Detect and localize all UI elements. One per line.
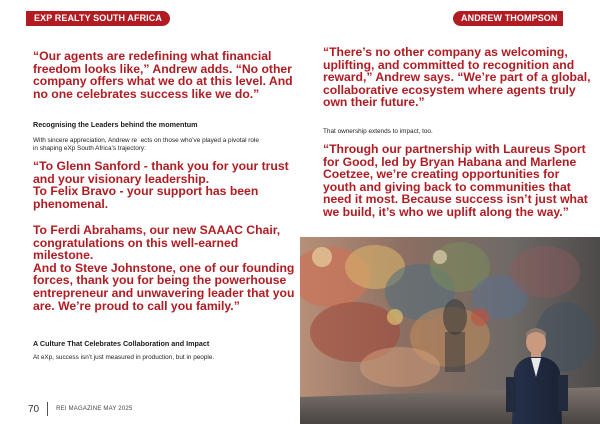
thanks-quote-2 — [33, 224, 295, 312]
body-text-culture: At eXp, success isn’t just measured in production, but in people. — [33, 354, 215, 361]
right-pull-quote-1: “There’s no other company as welcoming, uplifting, and committed to recognition and reward,” Andrew says. “We’re part of a global, collaborative ecosystem where agents truly own their future.” — [323, 45, 591, 110]
thanks-felix: To Felix Bravo - your support has been phenomenal. — [33, 184, 259, 211]
photo-illustration — [300, 237, 600, 424]
page-number: 70 — [28, 403, 40, 415]
thanks-glenn: “To Glenn Sanford - thank you for your trust and your visionary leadership. — [33, 159, 289, 186]
left-pull-quote-1: “Our agents are redefining what financial freedom looks like,” Andrew adds. “No other company offers what we do at this level. And no one celebrates success like we do.” — [33, 49, 293, 101]
thanks-ferdi: To Ferdi Abrahams, our new SAAAC Chair, congratulations on this well-earned milestone. — [33, 223, 281, 263]
mural-portrait-photo — [300, 237, 600, 424]
subheading-leaders: Recognising the Leaders behind the momentum — [33, 120, 198, 129]
section-tag: EXP REALTY SOUTH AFRICA — [26, 11, 170, 26]
page-footer — [28, 402, 132, 416]
thanks-quote-1 — [33, 160, 295, 210]
name-tag: ANDREW THOMPSON — [453, 11, 563, 26]
thanks-steve: And to Steve Johnstone, one of our founding forces, thank you for being the powerhouse entrepreneur and unwavering leader that you are. We’re proud to call you family.” — [33, 260, 295, 313]
body-text-appreciation: With sincere appreciation, Andrew re ects on those who’ve played a pivotal role in shaping eXp South Africa’s trajectory: — [33, 137, 259, 152]
subheading-culture: A Culture That Celebrates Collaboration and Impact — [33, 339, 210, 348]
right-pull-quote-2: “Through our partnership with Laureus Sport for Good, led by Bryan Habana and Marlene Coetzee, we’re creating opportunities for youth and giving back to communities that need it most. Because success isn’t just what we build, it’s who we uplift along the way.” — [323, 142, 588, 219]
magazine-name: REI MAGAZINE MAY 2025 — [56, 406, 133, 412]
right-page — [300, 0, 600, 424]
body-text-ownership: That ownership extends to impact, too. — [323, 128, 433, 135]
footer-divider — [47, 402, 48, 416]
